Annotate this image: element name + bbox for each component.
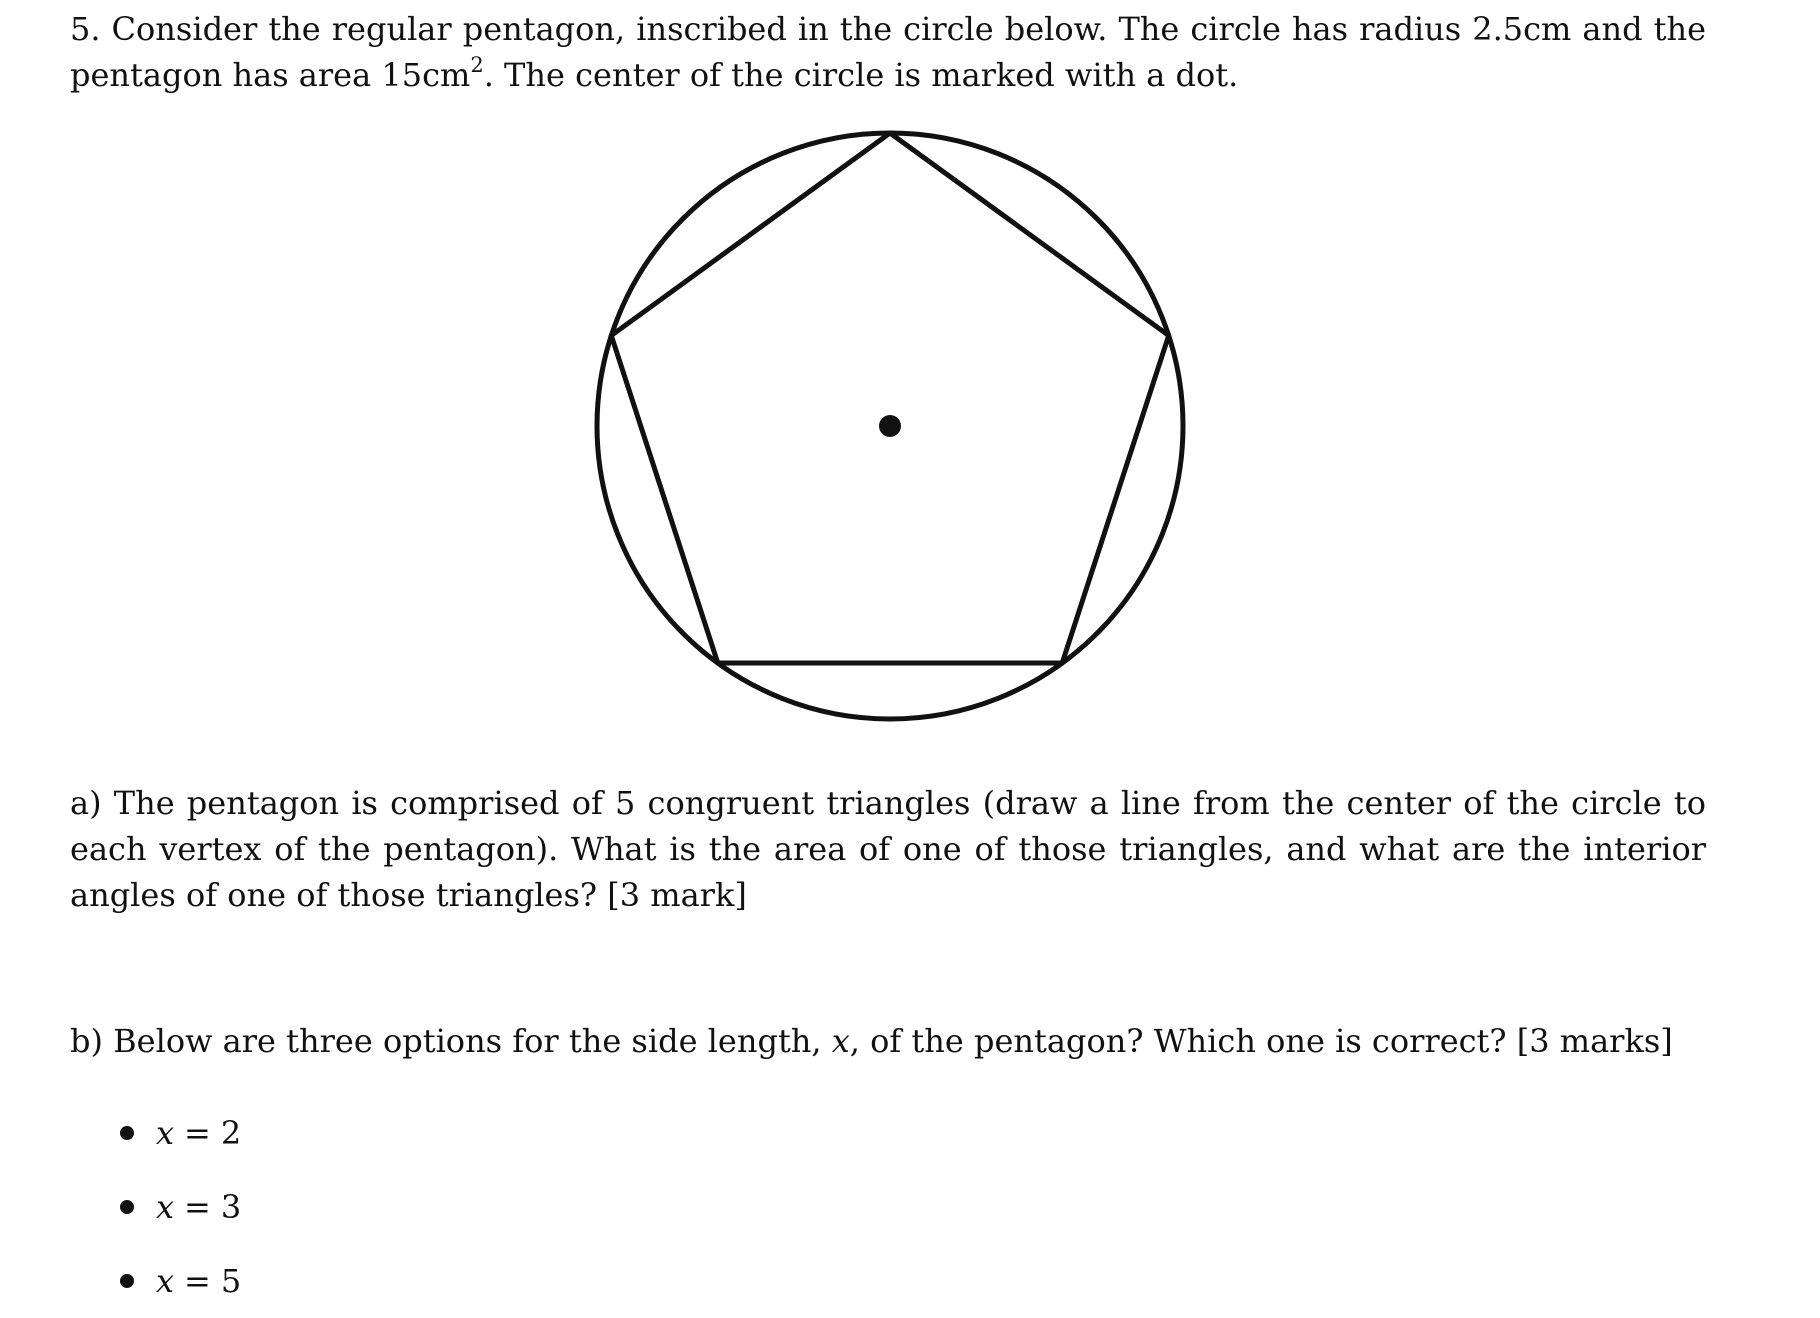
part-b-text: b) Below are three options for the side length, xyxy=(70,1022,832,1060)
part-b-text-end: , of the pentagon? Which one is correct? [3 marks] xyxy=(849,1022,1673,1060)
option-value: 3 xyxy=(220,1188,242,1226)
bullet-icon xyxy=(120,1274,134,1288)
option-item xyxy=(120,1244,241,1318)
option-equals: = xyxy=(184,1262,211,1300)
intro-text-end: . The center of the circle is marked with a dot. xyxy=(483,56,1239,94)
intro-text: 5. Consider the regular pentagon, inscribed in the circle below. The circle has radius 2.5cm and the pentagon has area 15cm xyxy=(70,10,1706,94)
option-value: 5 xyxy=(220,1262,242,1300)
option-equals: = xyxy=(184,1114,211,1152)
option-equals: = xyxy=(184,1188,211,1226)
pentagon-circle-figure xyxy=(590,126,1190,726)
question-part-a: a) The pentagon is comprised of 5 congruent triangles (draw a line from the center of the circle to each vertex of the pentagon). What is the area of one of those triangles, and what are the interior angles of one of those triangles? [3 mark] xyxy=(70,784,1706,914)
answer-options xyxy=(120,1096,241,1318)
option-variable: x xyxy=(156,1262,175,1300)
bullet-icon xyxy=(120,1200,134,1214)
question-intro xyxy=(70,6,1706,98)
bullet-icon xyxy=(120,1126,134,1140)
option-item xyxy=(120,1096,241,1170)
squared-superscript: 2 xyxy=(470,53,484,78)
question-part-b xyxy=(70,1018,1706,1064)
option-variable: x xyxy=(156,1188,175,1226)
option-variable: x xyxy=(156,1114,175,1152)
option-item xyxy=(120,1170,241,1244)
center-dot xyxy=(879,415,901,437)
pentagon xyxy=(611,133,1168,663)
option-value: 2 xyxy=(220,1114,242,1152)
variable-x: x xyxy=(831,1022,850,1060)
